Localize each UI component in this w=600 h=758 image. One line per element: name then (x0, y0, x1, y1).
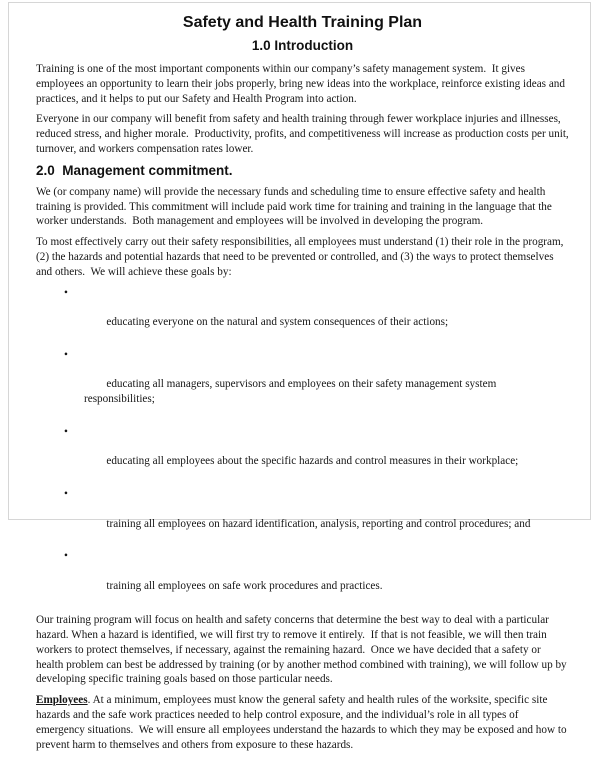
goals-bullet-list (36, 286, 569, 609)
bullet-item (36, 487, 569, 546)
document-content (36, 7, 572, 758)
management-paragraph-1: We (or company name) will provide the necessary funds and scheduling time to ensure effective safety and health training is provided. This commitment will include paid work time for training and training in the language that the worker understands. Both management and employees will be involved in developing the program. (36, 185, 555, 228)
bullet-item (36, 286, 569, 345)
bullet-icon: • (64, 348, 68, 361)
bullet-icon: • (64, 425, 68, 438)
bullet-item-text: educating all employees about the specific hazards and control measures in their workplace; (106, 455, 519, 468)
bullet-item-text: educating all managers, supervisors and employees on their safety management system responsibilities; (84, 378, 500, 406)
employees-label: Employees (36, 694, 88, 707)
bullet-icon: • (64, 550, 68, 563)
section-heading-introduction: 1.0 Introduction (251, 38, 354, 53)
bullet-item (36, 425, 569, 484)
employees-paragraph (36, 693, 569, 752)
employees-paragraph-text: . At a minimum, employees must know the general safety and health rules of the worksite, specific site hazards and the safe work practices needed to help control exposure, and the individual’s role in all types of emergency situations. We will ensure all employees understand the hazards to which they may be exposed and how to prevent harm to themselves and others from exposure to these hazards. (36, 694, 570, 751)
bullet-item-text: training all employees on hazard identification, analysis, reporting and control procedures; and (106, 517, 531, 530)
management-paragraph-3: Our training program will focus on health and safety concerns that determine the best way to deal with a particular hazard. When a hazard is identified, we will first try to remove it entirely. If that is not feasible, we will then train workers to protect themselves, if necessary, against the remaining hazard. Once we have decided that a safety or health problem can best be addressed by training (or by another method combined with training), we will follow up by developing specific training goals based on those particular needs. (36, 614, 570, 686)
section-heading-management-commitment: 2.0 Management commitment. (36, 162, 233, 178)
management-paragraph-2: To most effectively carry out their safety responsibilities, all employees must understand (1) their role in the program, (2) the hazards and potential hazards that need to be prevented or controlled, and (3) the ways to protect themselves and others. We will achieve these goals by: (36, 236, 567, 278)
intro-paragraph-2: Everyone in our company will benefit from safety and health training through fewer workplace injuries and illnesses, reduced stress, and higher morale. Productivity, profits, and competitiveness will increase as production costs per unit, turnover, and workers compensation rates lower. (36, 113, 572, 155)
bullet-item (36, 549, 569, 608)
intro-paragraph-1: Training is one of the most important components within our company’s safety management system. It gives employees an opportunity to learn their jobs properly, bring new ideas into the workplace, reinforce existing ideas and practices, and it helps to put our Safety and Health Program into action. (36, 63, 568, 105)
bullet-icon: • (64, 487, 68, 500)
document-title: Safety and Health Training Plan (182, 14, 423, 31)
bullet-item-text: training all employees on safe work procedures and practices. (106, 579, 383, 592)
bullet-item (36, 348, 569, 422)
document-page (8, 2, 591, 751)
bullet-item-text: educating everyone on the natural and system consequences of their actions; (106, 316, 449, 329)
bullet-icon: • (64, 286, 68, 299)
